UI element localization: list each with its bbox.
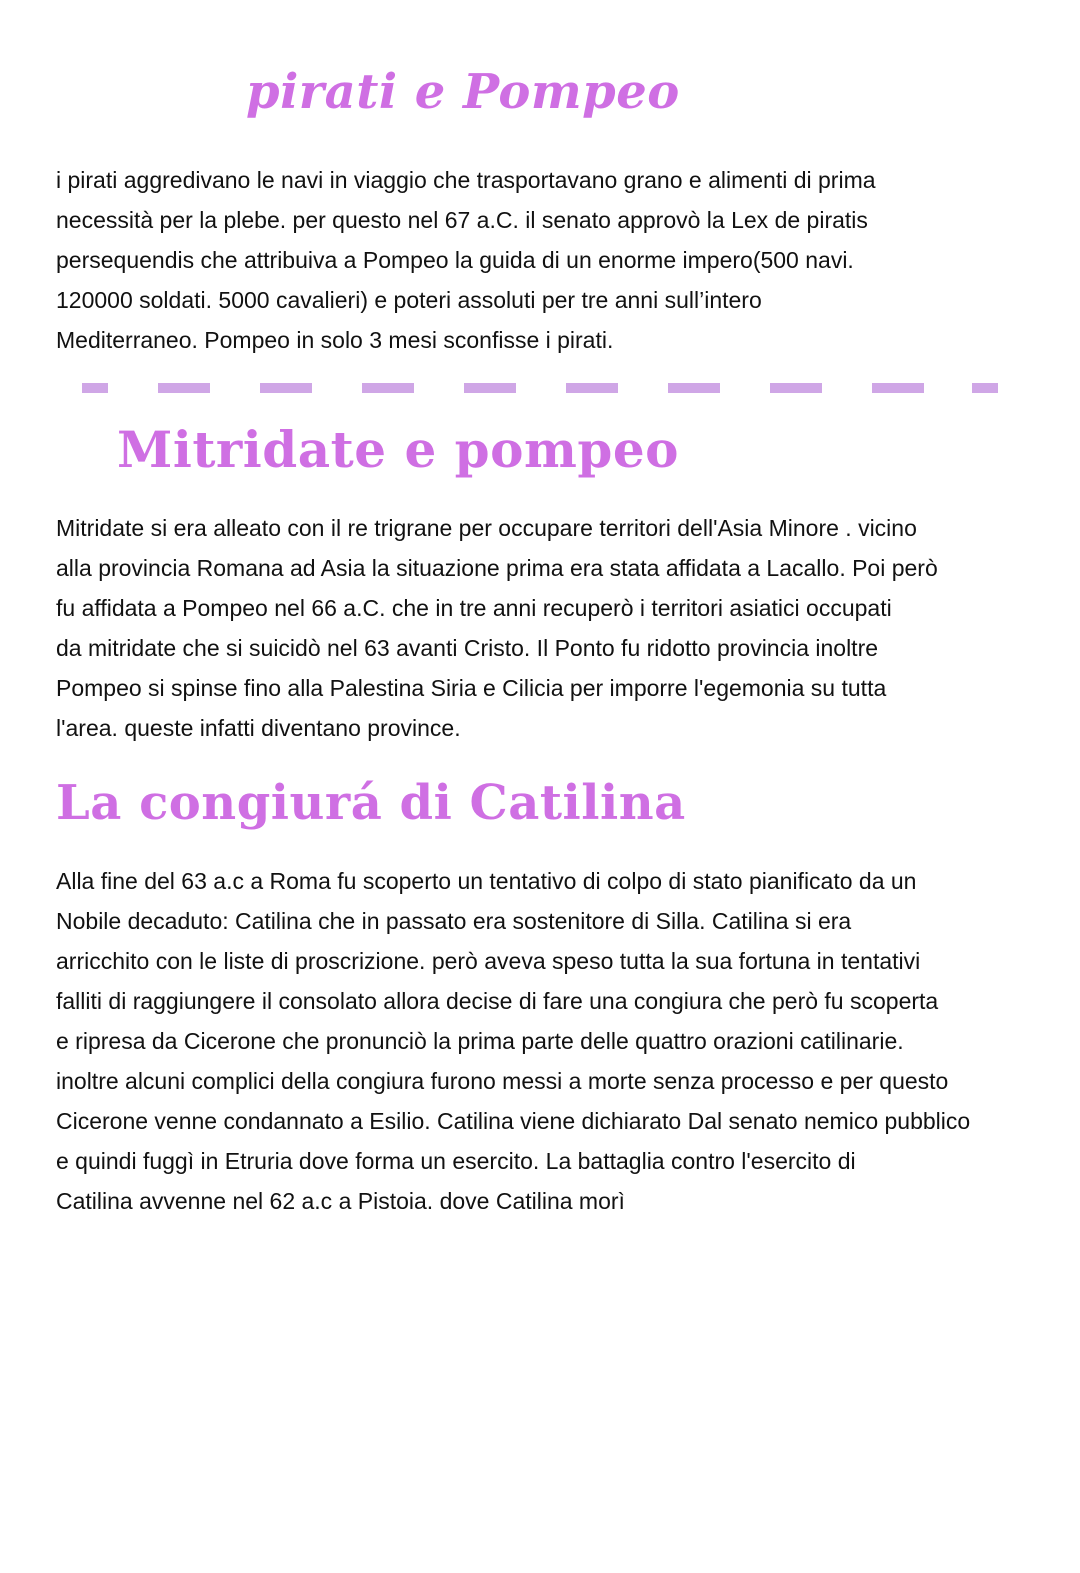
text-line: 120000 soldati. 5000 cavalieri) e poteri assoluti per tre anni sull’intero: [56, 287, 762, 313]
divider-dash: [770, 383, 822, 393]
text-line: Mitridate si era alleato con il re trigrane per occupare territori dell'Asia Minore . vicino: [56, 515, 917, 541]
text-line: e quindi fuggì in Etruria dove forma un esercito. La battaglia contro l'esercito di: [56, 1148, 856, 1174]
text-line: fu affidata a Pompeo nel 66 a.C. che in tre anni recuperò i territori asiatici occupati: [56, 595, 892, 621]
divider-dash: [158, 383, 210, 393]
divider-dash: [464, 383, 516, 393]
text-line: Mediterraneo. Pompeo in solo 3 mesi sconfisse i pirati.: [56, 327, 614, 353]
divider-dash: [82, 383, 108, 393]
text-line: Nobile decaduto: Catilina che in passato era sostenitore di Silla. Catilina si era: [56, 908, 852, 934]
text-line: persequendis che attribuiva a Pompeo la guida di un enorme impero(500 navi.: [56, 247, 854, 273]
text-line: necessità per la plebe. per questo nel 67 a.C. il senato approvò la Lex de piratis: [56, 207, 868, 233]
paragraph-pirati: [56, 160, 1028, 360]
text-line: falliti di raggiungere il consolato allora decise di fare una congiura che però fu scoperta: [56, 988, 939, 1014]
text-line: Pompeo si spinse fino alla Palestina Siria e Cilicia per imporre l'egemonia su tutta: [56, 675, 887, 701]
text-line: i pirati aggredivano le navi in viaggio che trasportavano grano e alimenti di prima: [56, 167, 876, 193]
text-line: da mitridate che si suicidò nel 63 avanti Cristo. Il Ponto fu ridotto provincia inoltre: [56, 635, 879, 661]
text-line: Alla fine del 63 a.c a Roma fu scoperto un tentativo di colpo di stato pianificato da un: [56, 868, 917, 894]
dashed-divider: [82, 383, 998, 393]
section-title-mitridate: Mitridate e pompeo: [117, 420, 680, 479]
divider-dash: [362, 383, 414, 393]
text-line: l'area. queste infatti diventano province.: [56, 715, 461, 741]
divider-dash: [260, 383, 312, 393]
text-line: arricchito con le liste di proscrizione. però aveva speso tutta la sua fortuna in tentativi: [56, 948, 921, 974]
section-title-catilina: La congiurá di Catilina: [56, 775, 686, 831]
text-line: inoltre alcuni complici della congiura furono messi a morte senza processo e per questo: [56, 1068, 949, 1094]
text-line: alla provincia Romana ad Asia la situazione prima era stata affidata a Lacallo. Poi però: [56, 555, 938, 581]
divider-dash: [972, 383, 998, 393]
section-title-pirati: pirati e Pompeo: [246, 64, 680, 120]
divider-dash: [872, 383, 924, 393]
paragraph-mitridate: [56, 508, 1028, 748]
text-line: Cicerone venne condannato a Esilio. Catilina viene dichiarato Dal senato nemico pubblico: [56, 1108, 971, 1134]
divider-dash: [668, 383, 720, 393]
text-line: Catilina avvenne nel 62 a.c a Pistoia. dove Catilina morì: [56, 1188, 625, 1214]
text-line: e ripresa da Cicerone che pronunciò la prima parte delle quattro orazioni catilinarie.: [56, 1028, 904, 1054]
divider-dash: [566, 383, 618, 393]
paragraph-catilina: [56, 861, 1028, 1221]
